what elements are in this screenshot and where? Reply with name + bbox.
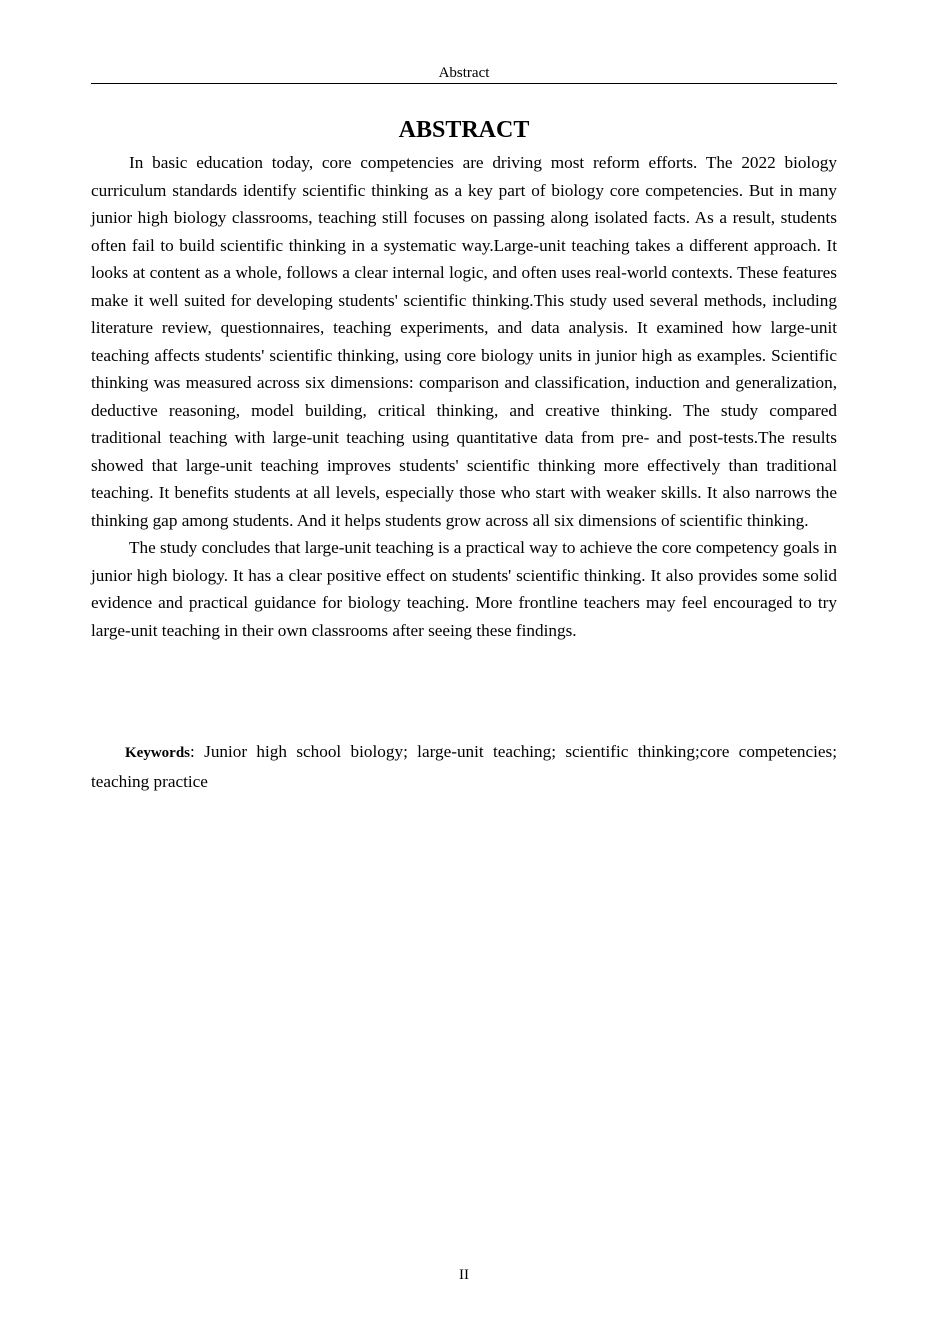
abstract-paragraph-1: In basic education today, core competencies are driving most reform efforts. The 2022 biology curriculum standards identify scientific thinking as a key part of biology core competencies. But in many junior high biology classrooms, teaching still focuses on passing along isolated facts. As a result, students often fail to build scientific thinking in a systematic way.Large-unit teaching takes a different approach. It looks at content as a whole, follows a clear internal logic, and often uses real-world contexts. These features make it well suited for developing students' scientific thinking.This study used several methods, including literature review, questionnaires, teaching experiments, and data analysis. It examined how large-unit teaching affects students' scientific thinking, using core biology units in junior high as examples. Scientific thinking was measured across six dimensions: comparison and classification, induction and generalization, deductive reasoning, model building, critical thinking, and creative thinking. The study compared traditional teaching with large-unit teaching using quantitative data from pre- and post-tests.The results showed that large-unit teaching improves students' scientific thinking more effectively than traditional teaching. It benefits students at all levels, especially those who start with weaker skills. It also narrows the thinking gap among students. And it helps students grow across all six dimensions of scientific thinking. [91, 153, 837, 530]
page-number: II [459, 1267, 469, 1283]
keywords-label: Keywords [125, 745, 190, 761]
abstract-title: ABSTRACT [398, 117, 530, 143]
header-rule [91, 83, 837, 84]
keywords-text: Junior high school biology; large-unit teaching; scientific thinking;core competencies; teaching practice [91, 742, 837, 791]
keywords-separator: : [190, 742, 205, 761]
abstract-paragraph-2: The study concludes that large-unit teaching is a practical way to achieve the core competency goals in junior high biology. It has a clear positive effect on students' scientific thinking. It also provides some solid evidence and practical guidance for biology teaching. More frontline teachers may feel encouraged to try large-unit teaching in their own classrooms after seeing these findings. [91, 538, 837, 640]
abstract-body [91, 149, 837, 644]
running-header: Abstract [438, 65, 490, 81]
keywords-line [91, 738, 837, 795]
